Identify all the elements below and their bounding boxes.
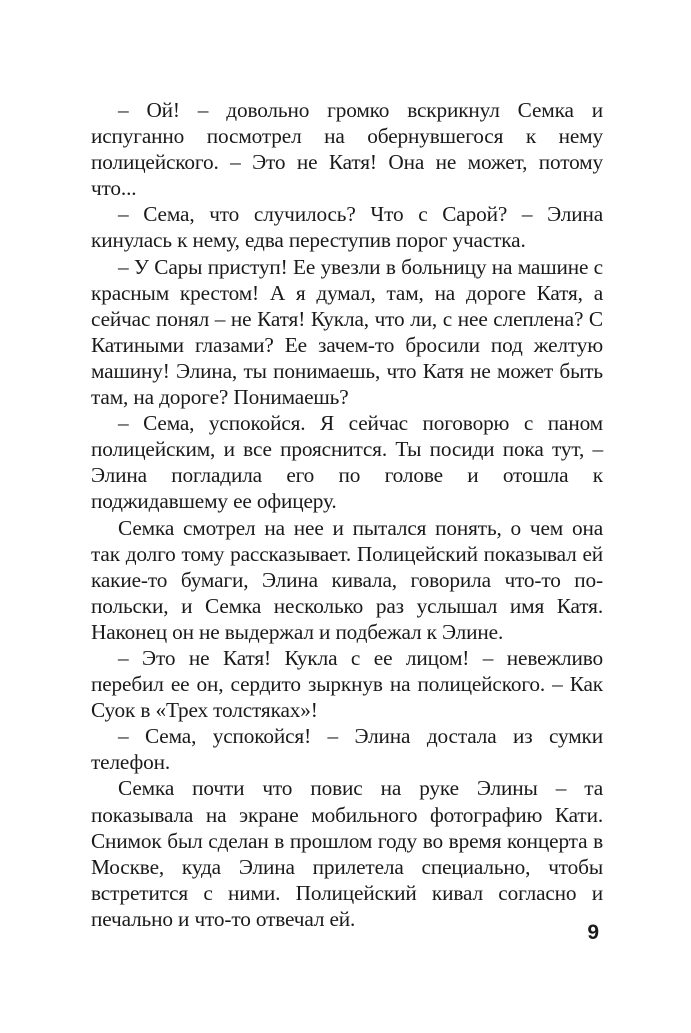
page-number: 9 <box>587 921 599 944</box>
paragraph: – Сема, что случилось? Что с Сарой? – Элина кинулась к нему, едва переступив порог участка. <box>91 202 603 253</box>
paragraph: – Ой! – довольно громко вскрикнул Семка и испуганно посмотрел на обернувшегося к нему полицейского. – Это не Катя! Она не может, потому что... <box>91 98 603 201</box>
paragraph: – У Сары приступ! Ее увезли в больницу на машине с красным крестом! А я думал, там, на дороге Катя, а сейчас понял – не Катя! Кукла, что ли, с нее слеплена? С Катиными глазами? Ее зачем-то бросили под желтую машину! Элина, ты понимаешь, что Катя не может быть там, на дороге? Понимаешь? <box>91 254 603 410</box>
paragraph: – Сема, успокойся. Я сейчас поговорю с паном полицейским, и все прояснится. Ты посиди пока тут, – Элина погладила его по голове и отошла к поджидавшему ее офицеру. <box>91 411 603 514</box>
paragraph: Семка смотрел на нее и пытался понять, о чем она так долго тому рассказывает. Полицейский показывал ей какие-то бумаги, Элина кивала, говорила что-то по-польски, и Семка несколько раз услышал имя Катя. Наконец он не выдержал и подбежал к Элине. <box>91 515 603 644</box>
body-text <box>91 97 603 932</box>
paragraph: – Это не Катя! Кукла с ее лицом! – невежливо перебил ее он, сердито зыркнув на полицейского. – Как Суок в «Трех толстяках»! <box>91 645 603 723</box>
paragraph: Семка почти что повис на руке Элины – та показывала на экране мобильного фотографию Кати. Снимок был сделан в прошлом году во время концерта в Москве, куда Элина прилетела специально, чтобы встретится с ними. Полицейский кивал согласно и печально и что-то отвечал ей. <box>91 776 603 931</box>
paragraph: – Сема, успокойся! – Элина достала из сумки телефон. <box>91 724 603 775</box>
